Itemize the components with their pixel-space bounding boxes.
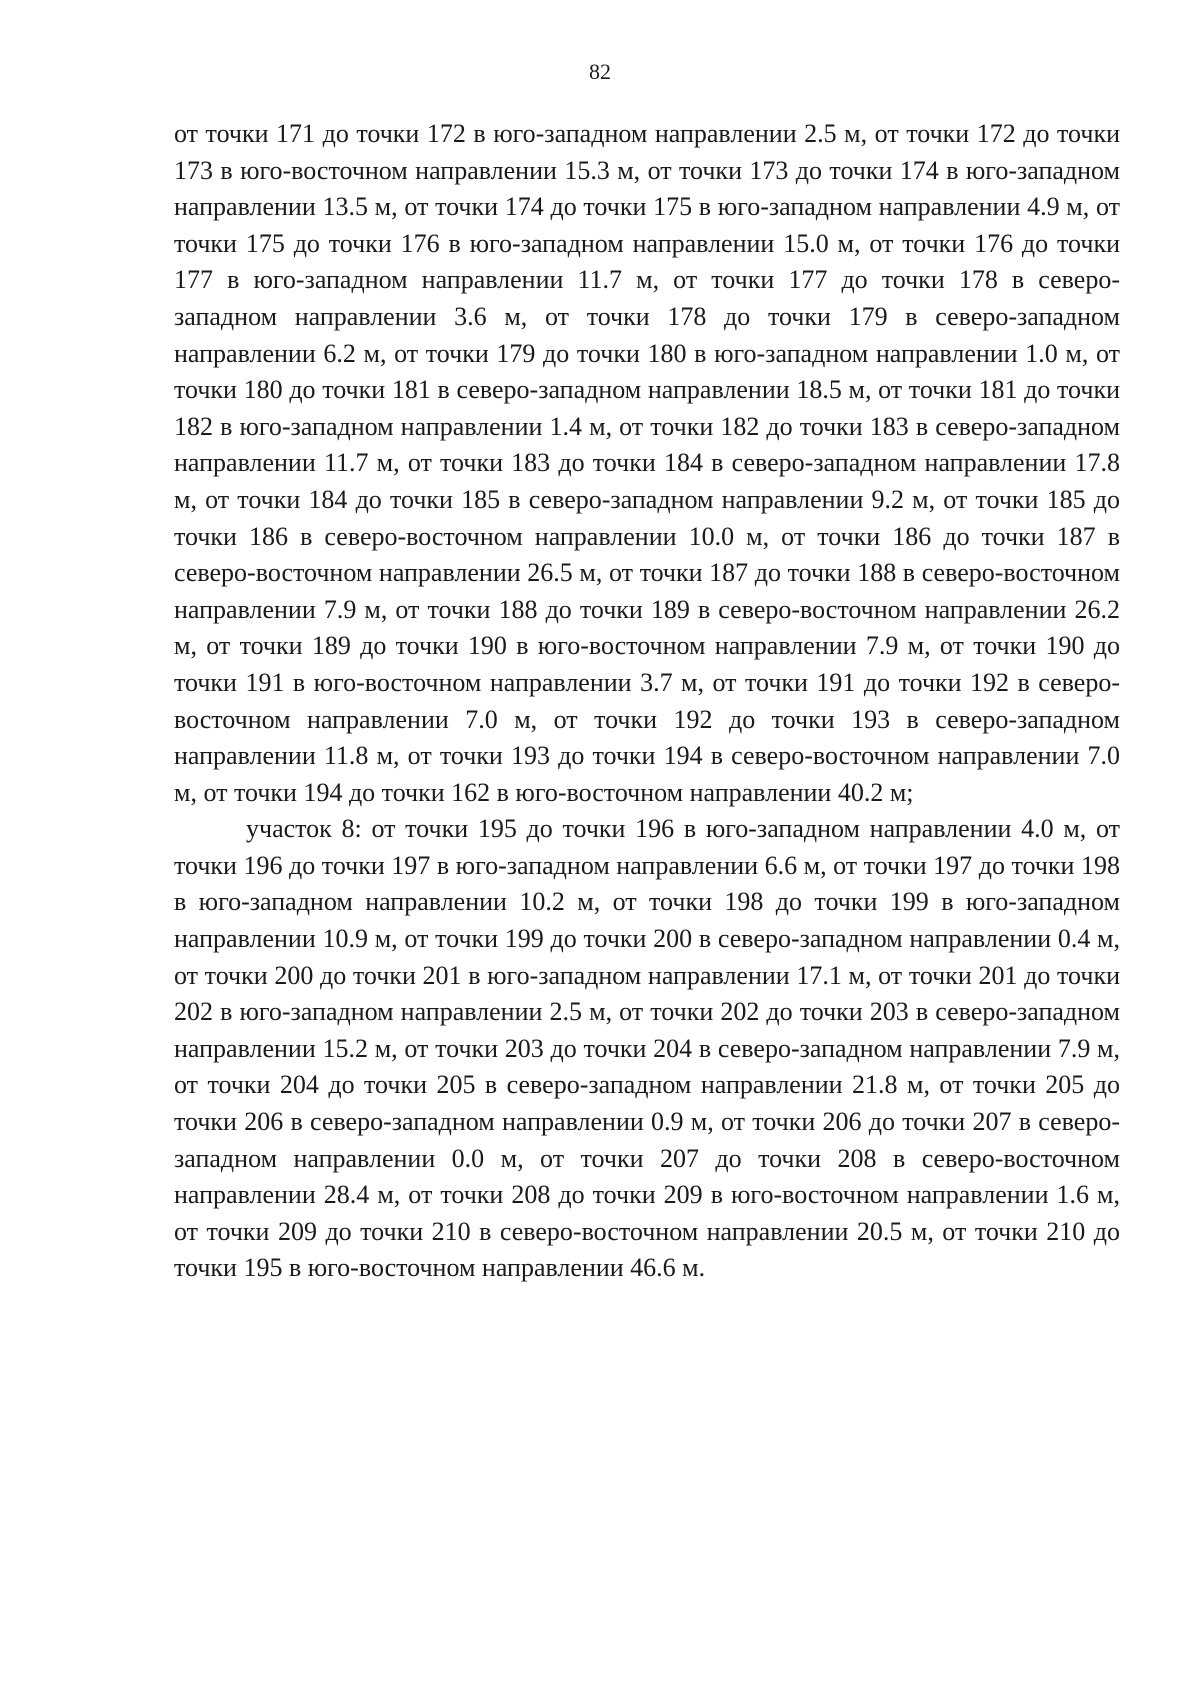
paragraph-continuation: от точки 171 до точки 172 в юго-западном направлении 2.5 м, от точки 172 до точки 173 в юго-восточном направлении 15.3 м, от точки 173 до точки 174 в юго-западном направлении 13.5 м, от точки 174 до точки 175 в юго-западном направлении 4.9 м, от точки 175 до точки 176 в юго-западном направлении 15.0 м, от точки 176 до точки 177 в юго-западном направлении 11.7 м, от точки 177 до точки 178 в северо-западном направлении 3.6 м, от точки 178 до точки 179 в северо-западном направлении 6.2 м, от точки 179 до точки 180 в юго-западном направлении 1.0 м, от точки 180 до точки 181 в северо-западном направлении 18.5 м, от точки 181 до точки 182 в юго-западном направлении 1.4 м, от точки 182 до точки 183 в северо-западном направлении 11.7 м, от точки 183 до точки 184 в северо-западном направлении 17.8 м, от точки 184 до точки 185 в северо-западном направлении 9.2 м, от точки 185 до точки 186 в северо-восточном направлении 10.0 м, от точки 186 до точки 187 в северо-восточном направлении 26.5 м, от точки 187 до точки 188 в северо-восточном направлении 7.9 м, от точки 188 до точки 189 в северо-восточном направлении 26.2 м, от точки 189 до точки 190 в юго-восточном направлении 7.9 м, от точки 190 до точки 191 в юго-восточном направлении 3.7 м, от точки 191 до точки 192 в северо-восточном направлении 7.0 м, от точки 192 до точки 193 в северо-западном направлении 11.8 м, от точки 193 до точки 194 в северо-восточном направлении 7.0 м, от точки 194 до точки 162 в юго-восточном направлении 40.2 м; <box>174 119 1120 807</box>
paragraph-plot-8: участок 8: от точки 195 до точки 196 в юго-западном направлении 4.0 м, от точки 196 до точки 197 в юго-западном направлении 6.6 м, от точки 197 до точки 198 в юго-западном направлении 10.2 м, от точки 198 до точки 199 в юго-западном направлении 10.9 м, от точки 199 до точки 200 в северо-западном направлении 0.4 м, от точки 200 до точки 201 в юго-западном направлении 17.1 м, от точки 201 до точки 202 в юго-западном направлении 2.5 м, от точки 202 до точки 203 в северо-западном направлении 15.2 м, от точки 203 до точки 204 в северо-западном направлении 7.9 м, от точки 204 до точки 205 в северо-западном направлении 21.8 м, от точки 205 до точки 206 в северо-западном направлении 0.9 м, от точки 206 до точки 207 в северо-западном направлении 0.0 м, от точки 207 до точки 208 в северо-восточном направлении 28.4 м, от точки 208 до точки 209 в юго-восточном направлении 1.6 м, от точки 209 до точки 210 в северо-восточном направлении 20.5 м, от точки 210 до точки 195 в юго-восточном направлении 46.6 м. <box>174 814 1120 1283</box>
page-number: 82 <box>589 59 611 84</box>
document-body <box>174 116 1120 1287</box>
